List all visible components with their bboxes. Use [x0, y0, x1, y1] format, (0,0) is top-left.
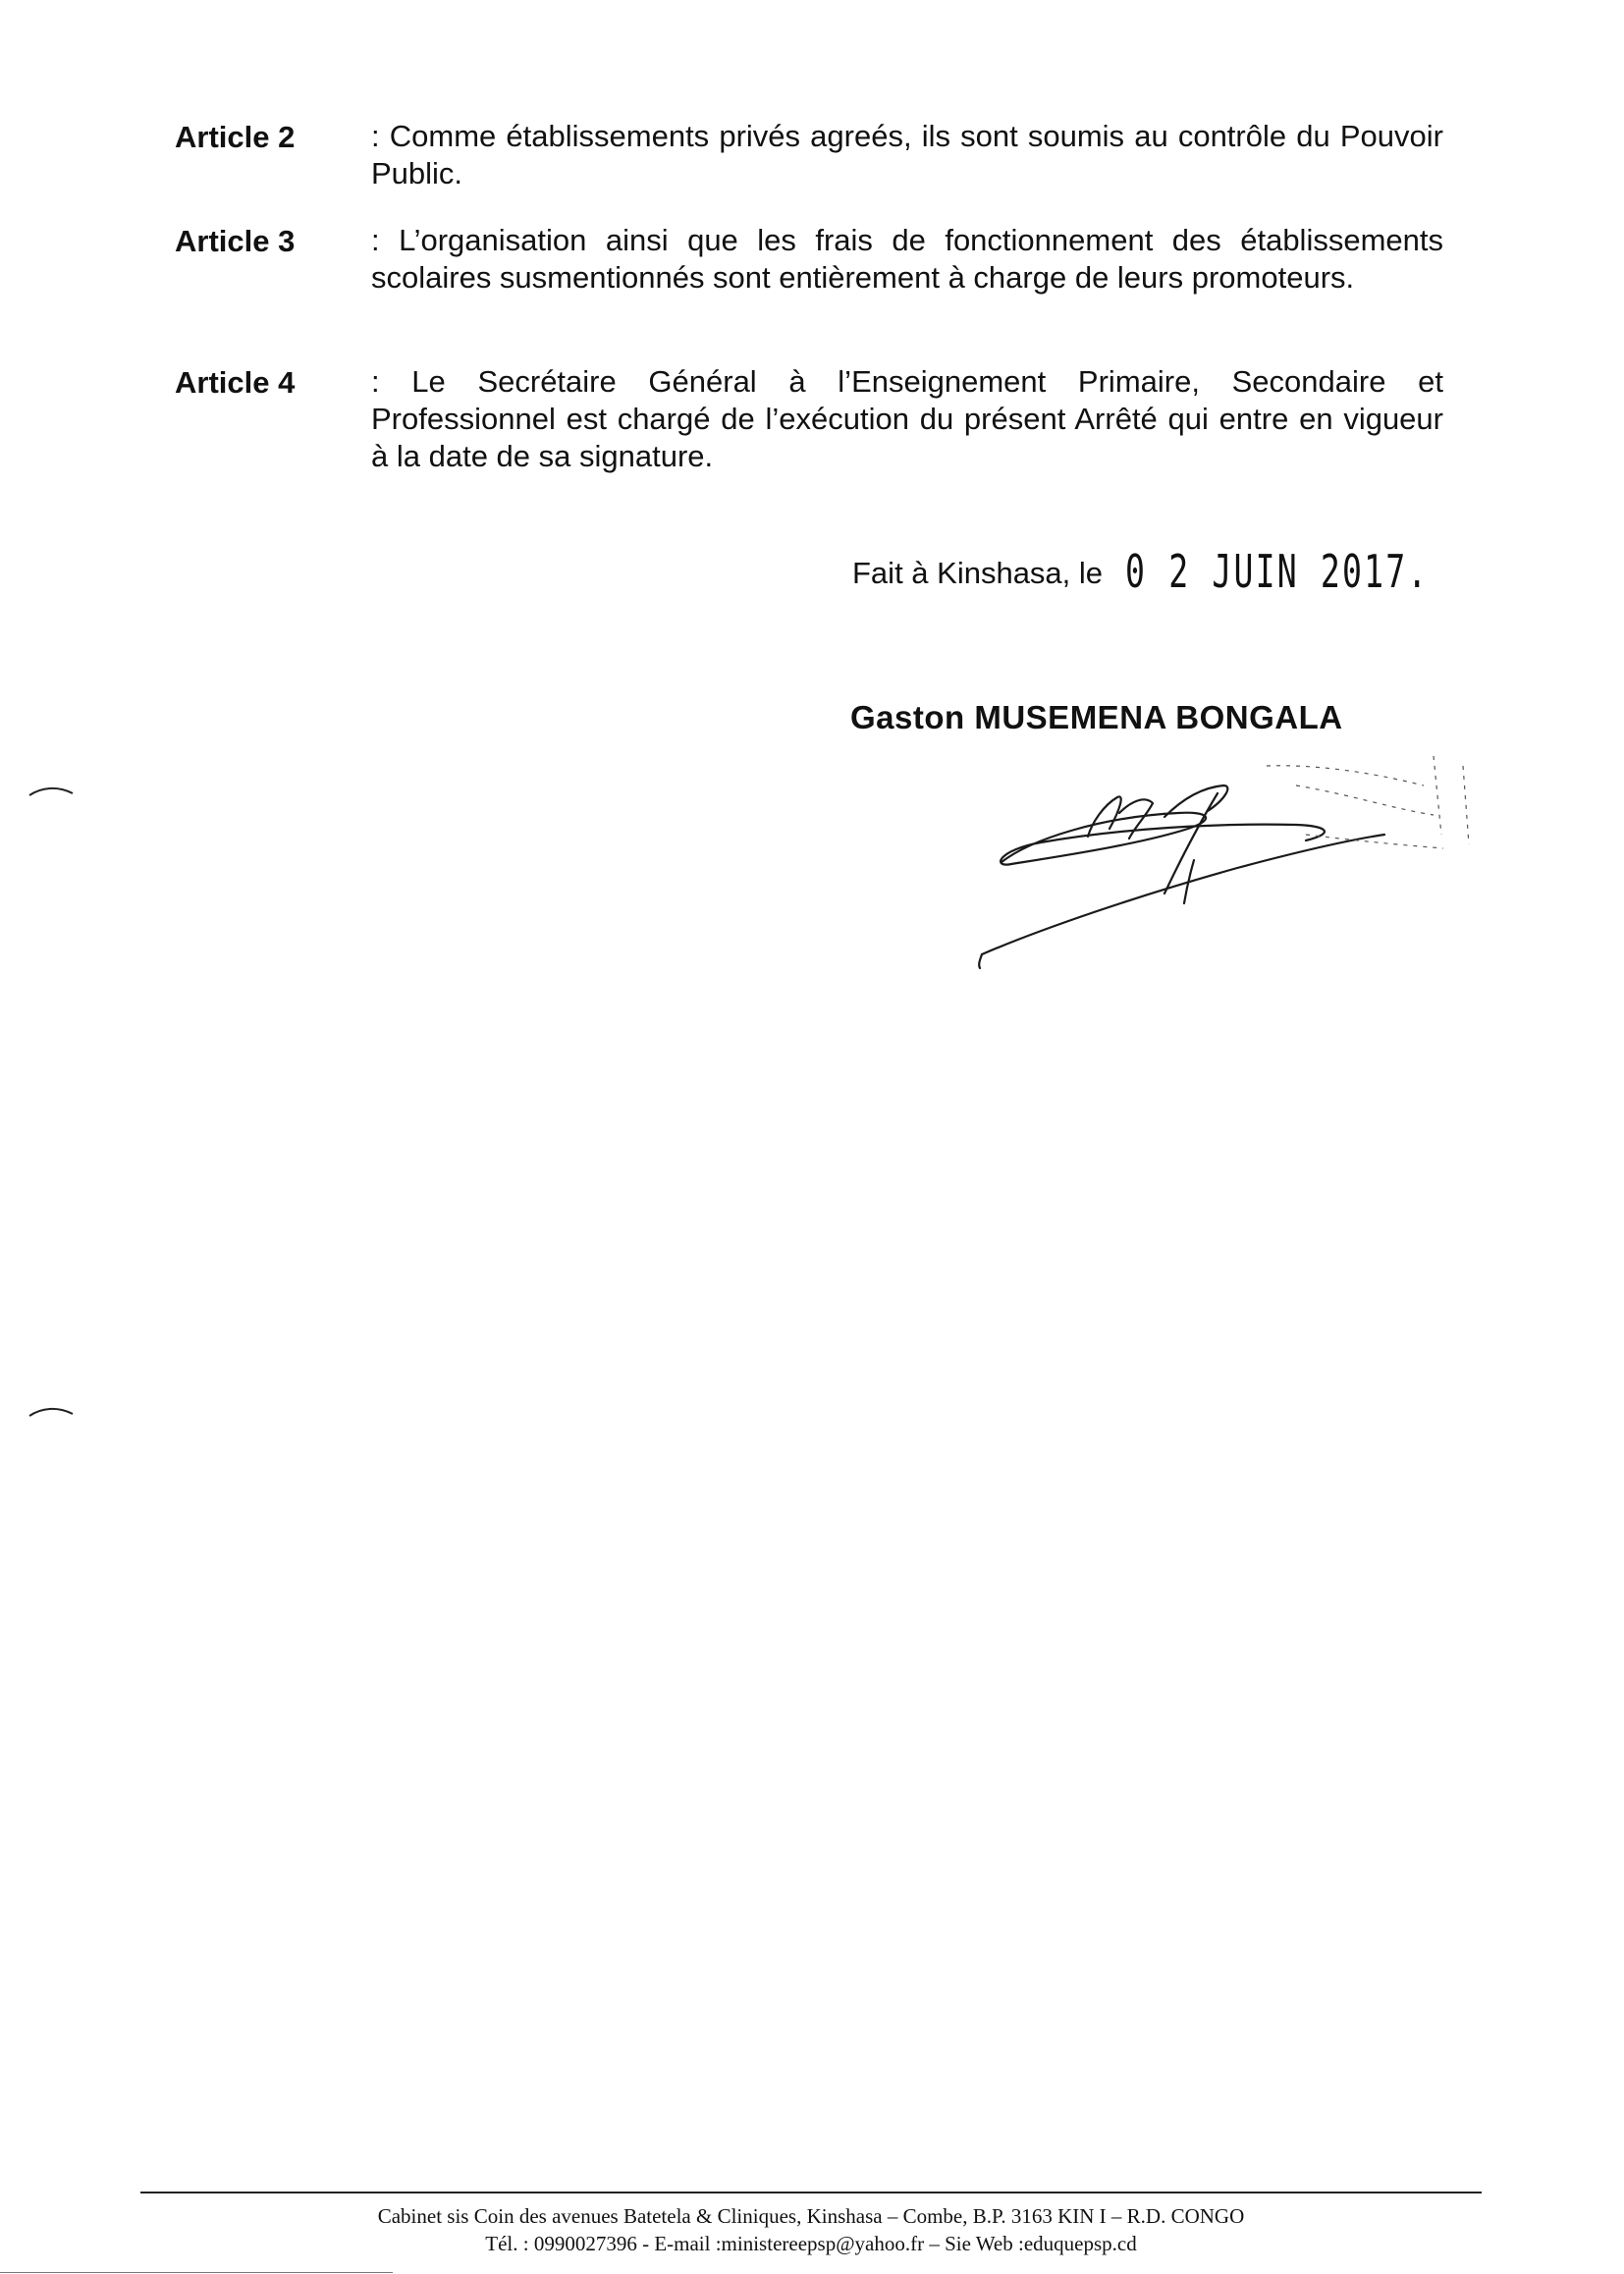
footer-contact: Tél. : 0990027396 - E-mail :ministereepsp@yahoo.fr – Sie Web :eduquepsp.cd [485, 2232, 1137, 2255]
margin-mark [27, 1402, 77, 1422]
handwritten-signature [972, 746, 1522, 992]
signatory-name: Gaston MUSEMENA BONGALA [850, 699, 1343, 735]
place-date-prefix: Fait à Kinshasa, le [852, 556, 1104, 590]
article-2-label: Article 2 [175, 120, 296, 154]
footer-divider [140, 2192, 1482, 2193]
page-edge-line [0, 2272, 393, 2273]
article-4-text: : Le Secrétaire Général à l’Enseignement Primaire, Secondaire et Professionnel est chargé de l’exécution du présent Arrêté qui entre en vigueur à la date de sa signature. [371, 364, 1443, 473]
date-stamp: 0 2 JUIN 2017. [1124, 545, 1430, 598]
article-2-text: : Comme établissements privés agreés, ils sont soumis au contrôle du Pouvoir Public. [371, 119, 1443, 190]
margin-mark [27, 782, 77, 801]
article-4-label: Article 4 [175, 365, 296, 400]
place-and-date [852, 545, 1546, 598]
article-3-text: : L’organisation ainsi que les frais de fonctionnement des établissements scolaires susmentionnés sont entièrement à charge de leurs promoteurs. [371, 223, 1443, 295]
footer-address: Cabinet sis Coin des avenues Batetela & Cliniques, Kinshasa – Combe, B.P. 3163 KIN I – R.D. CONGO [377, 2204, 1245, 2228]
article-3-label: Article 3 [175, 224, 296, 258]
